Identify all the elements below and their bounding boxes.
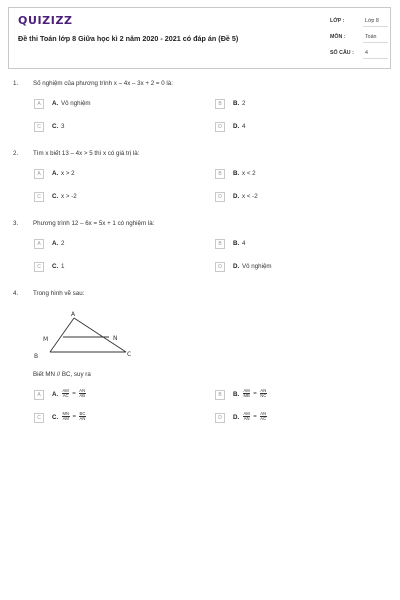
quizizz-logo: QUIZIZZ: [18, 14, 73, 27]
option-box: A: [34, 390, 44, 400]
fraction: [62, 389, 69, 399]
fraction: [243, 389, 250, 399]
triangle-figure: [30, 310, 140, 360]
question-2-text: Tìm x biết 13 – 4x > 5 thì x có giá trị là:: [33, 150, 140, 157]
option-box: D: [215, 262, 225, 272]
question-4-condition: Biết MN // BC, suy ra: [33, 371, 91, 378]
meta-value-subject: Toán: [365, 34, 377, 40]
option-letter: A.: [52, 240, 59, 247]
denominator: AN: [79, 416, 86, 422]
option-box: A: [34, 99, 44, 109]
denominator: AN: [243, 416, 250, 422]
meta-value-class: Lớp 8: [365, 18, 379, 24]
option-letter: D.: [233, 123, 240, 130]
numerator: AM: [243, 411, 250, 416]
meta-label-subject: MÔN :: [330, 34, 346, 40]
meta-row-count: [330, 46, 388, 62]
option-formula: [242, 389, 268, 399]
fraction: [79, 412, 86, 422]
vertex-label-c: C: [127, 351, 132, 358]
option-box: C: [34, 122, 44, 132]
option-text: 4: [242, 123, 246, 130]
option-text: 2: [61, 240, 65, 247]
option-text: x > -2: [61, 193, 77, 200]
worksheet-header: [8, 7, 391, 69]
denominator: AB: [79, 393, 85, 399]
option-letter: C.: [52, 414, 59, 421]
option-letter: A.: [52, 391, 59, 398]
option-letter: B.: [233, 170, 240, 177]
option-letter: A.: [52, 100, 59, 107]
option-letter: B.: [233, 391, 240, 398]
question-1-text: Số nghiệm của phương trình x – 4x – 3x + 2 = 0 là:: [33, 80, 173, 87]
question-4-text: Trong hình vẽ sau:: [33, 290, 85, 297]
meta-value-count: 4: [365, 50, 368, 56]
fraction: [62, 412, 70, 422]
option-box: D: [215, 192, 225, 202]
option-text: 1: [61, 263, 65, 270]
equals-sign: =: [253, 413, 257, 420]
denominator: AC: [260, 416, 267, 422]
option-letter: C.: [52, 123, 59, 130]
option-box: D: [215, 413, 225, 423]
question-2-number: 2.: [13, 150, 19, 157]
option-box: C: [34, 192, 44, 202]
option-text: x < -2: [242, 193, 258, 200]
option-letter: D.: [233, 414, 240, 421]
numerator: AM: [62, 388, 69, 393]
numerator: AN: [260, 388, 267, 393]
option-box: B: [215, 239, 225, 249]
meta-underline: [363, 42, 388, 43]
option-box: B: [215, 169, 225, 179]
option-box: B: [215, 99, 225, 109]
option-text: 4: [242, 240, 246, 247]
denominator: NC: [260, 393, 267, 399]
vertex-label-b: B: [34, 353, 39, 360]
option-text: Vô nghiệm: [61, 100, 91, 107]
denominator: AM: [62, 416, 69, 422]
question-3-number: 3.: [13, 220, 19, 227]
vertex-label-m: M: [43, 336, 49, 343]
option-letter: B.: [233, 240, 240, 247]
vertex-label-n: N: [113, 335, 118, 342]
denominator: AC: [62, 393, 69, 399]
option-formula: [61, 389, 87, 399]
option-formula: [242, 412, 268, 422]
option-box: A: [34, 169, 44, 179]
option-text: x > 2: [61, 170, 75, 177]
worksheet-meta: [330, 14, 388, 62]
meta-row-subject: [330, 30, 388, 46]
side-ac: [74, 318, 126, 352]
question-1-number: 1.: [13, 80, 19, 87]
worksheet-title: Đề thi Toán lớp 8 Giữa học kì 2 năm 2020 - 2021 có đáp án (Đề 5): [18, 34, 239, 43]
option-box: A: [34, 239, 44, 249]
equals-sign: =: [72, 390, 76, 397]
option-box: C: [34, 262, 44, 272]
option-text: Vô nghiệm: [242, 263, 272, 270]
numerator: BC: [79, 411, 86, 416]
option-letter: D.: [233, 193, 240, 200]
option-box: D: [215, 122, 225, 132]
option-formula: [61, 412, 87, 422]
question-3-text: Phương trình 12 – 6x = 5x + 1 có nghiệm là:: [33, 220, 155, 227]
meta-underline: [363, 26, 388, 27]
option-letter: C.: [52, 193, 59, 200]
side-ab: [50, 318, 74, 352]
fraction: [260, 412, 267, 422]
option-box: C: [34, 413, 44, 423]
meta-label-class: LỚP :: [330, 18, 345, 24]
option-letter: D.: [233, 263, 240, 270]
denominator: MB: [243, 393, 250, 399]
question-4-number: 4.: [13, 290, 19, 297]
numerator: AM: [243, 388, 250, 393]
option-letter: A.: [52, 170, 59, 177]
option-box: B: [215, 390, 225, 400]
meta-underline: [363, 58, 388, 59]
equals-sign: =: [72, 413, 77, 420]
numerator: AN: [260, 411, 267, 416]
vertex-label-a: A: [71, 311, 76, 318]
numerator: AN: [79, 388, 86, 393]
meta-label-count: SỐ CÂU :: [330, 50, 354, 56]
equals-sign: =: [253, 390, 257, 397]
numerator: MN: [62, 411, 70, 416]
fraction: [243, 412, 250, 422]
meta-row-class: [330, 14, 388, 30]
option-text: 3: [61, 123, 65, 130]
option-text: x < 2: [242, 170, 256, 177]
fraction: [260, 389, 267, 399]
option-letter: B.: [233, 100, 240, 107]
option-letter: C.: [52, 263, 59, 270]
fraction: [79, 389, 86, 399]
option-text: 2: [242, 100, 246, 107]
